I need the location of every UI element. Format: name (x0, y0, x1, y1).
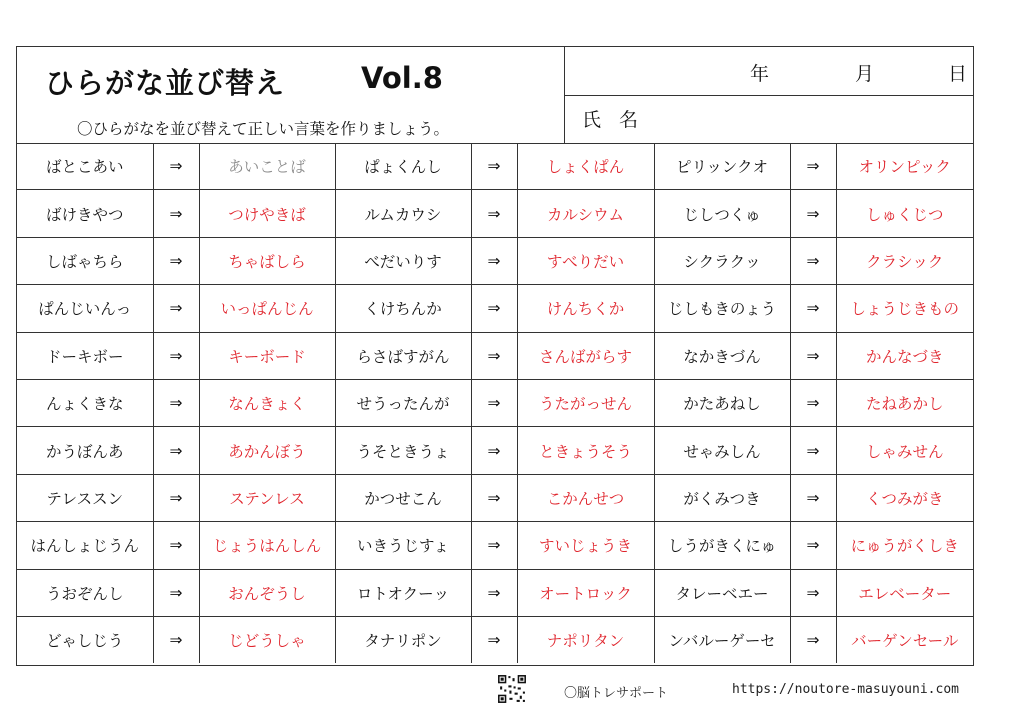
answer-word: さんばがらす (517, 332, 654, 379)
scrambled-word: ロトオクーッ (335, 569, 471, 616)
footer-url[interactable]: https://noutore-masuyouni.com (732, 682, 959, 697)
answer-word: ときょうそう (517, 427, 654, 474)
answer-word: ステンレス (199, 474, 335, 521)
arrow-icon: ⇒ (471, 616, 517, 663)
answer-word: オリンピック (836, 143, 973, 190)
answer-word: じどうしゃ (199, 616, 335, 663)
scrambled-word: ンバルーゲーセ (654, 616, 790, 663)
scrambled-word: シクラクッ (654, 237, 790, 284)
scrambled-word: どゃしじう (17, 616, 153, 663)
answer-word: すべりだい (517, 237, 654, 284)
scrambled-word: ぱょくんし (335, 143, 471, 190)
arrow-icon: ⇒ (471, 332, 517, 379)
answer-word: しゅくじつ (836, 190, 973, 237)
scrambled-word: くけちんか (335, 285, 471, 332)
arrow-icon: ⇒ (153, 143, 199, 190)
volume-label: Vol.8 (361, 61, 443, 95)
table-row (17, 332, 973, 379)
answer-word: カルシウム (517, 190, 654, 237)
scrambled-word: かつせこん (335, 474, 471, 521)
answer-word: オートロック (517, 569, 654, 616)
arrow-icon: ⇒ (790, 616, 836, 663)
table-row (17, 379, 973, 426)
scrambled-word: ぱんじいんっ (17, 285, 153, 332)
scrambled-word: なかきづん (654, 332, 790, 379)
answer-word: クラシック (836, 237, 973, 284)
answer-word: ナポリタン (517, 616, 654, 663)
scrambled-word: かたあねし (654, 379, 790, 426)
scrambled-word: テレススン (17, 474, 153, 521)
arrow-icon: ⇒ (790, 143, 836, 190)
arrow-icon: ⇒ (153, 474, 199, 521)
answer-word: いっぱんじん (199, 285, 335, 332)
answer-word: うたがっせん (517, 379, 654, 426)
answer-word: くつみがき (836, 474, 973, 521)
arrow-icon: ⇒ (471, 190, 517, 237)
footer-brand: 〇脳トレサポート (564, 686, 669, 701)
scrambled-word: タレーベエー (654, 569, 790, 616)
scrambled-word: らさばすがん (335, 332, 471, 379)
scrambled-word: はんしょじうん (17, 522, 153, 569)
answer-word: しょうじきもの (836, 285, 973, 332)
scrambled-word: かうぼんあ (17, 427, 153, 474)
table-row (17, 522, 973, 569)
scrambled-word: うおぞんし (17, 569, 153, 616)
arrow-icon: ⇒ (790, 237, 836, 284)
table-row (17, 285, 973, 332)
table-row (17, 427, 973, 474)
arrow-icon: ⇒ (790, 379, 836, 426)
table-row (17, 474, 973, 521)
scrambled-word: がくみつき (654, 474, 790, 521)
arrow-icon: ⇒ (471, 474, 517, 521)
scrambled-word: しばゃちら (17, 237, 153, 284)
arrow-icon: ⇒ (790, 474, 836, 521)
arrow-icon: ⇒ (471, 237, 517, 284)
title-box (17, 47, 565, 143)
arrow-icon: ⇒ (790, 190, 836, 237)
answer-word: おんぞうし (199, 569, 335, 616)
arrow-icon: ⇒ (790, 285, 836, 332)
scrambled-word: べだいりす (335, 237, 471, 284)
answer-word: じょうはんしん (199, 522, 335, 569)
scrambled-word: ルムカウシ (335, 190, 471, 237)
instruction-text: 〇ひらがなを並び替えて正しい言葉を作りましょう。 (77, 120, 450, 138)
puzzle-table (17, 143, 973, 663)
name-label: 氏 名 (582, 109, 645, 131)
table-row (17, 616, 973, 663)
arrow-icon: ⇒ (471, 569, 517, 616)
arrow-icon: ⇒ (471, 285, 517, 332)
arrow-icon: ⇒ (153, 379, 199, 426)
arrow-icon: ⇒ (471, 522, 517, 569)
arrow-icon: ⇒ (471, 143, 517, 190)
page-title: ひらがな並び替え (45, 66, 286, 100)
scrambled-word: せゃみしん (654, 427, 790, 474)
arrow-icon: ⇒ (153, 569, 199, 616)
answer-word: すいじょうき (517, 522, 654, 569)
arrow-icon: ⇒ (153, 285, 199, 332)
worksheet-header (17, 47, 973, 144)
scrambled-word: いきうじすょ (335, 522, 471, 569)
answer-word: こかんせつ (517, 474, 654, 521)
answer-word: にゅうがくしき (836, 522, 973, 569)
answer-word: けんちくか (517, 285, 654, 332)
date-month-label: 月 (855, 63, 875, 85)
arrow-icon: ⇒ (471, 379, 517, 426)
arrow-icon: ⇒ (790, 332, 836, 379)
table-row (17, 569, 973, 616)
answer-word: つけやきば (199, 190, 335, 237)
qr-code-icon (497, 674, 527, 704)
answer-word: バーゲンセール (836, 616, 973, 663)
answer-word: たねあかし (836, 379, 973, 426)
arrow-icon: ⇒ (790, 522, 836, 569)
scrambled-word: じしもきのょう (654, 285, 790, 332)
arrow-icon: ⇒ (153, 332, 199, 379)
scrambled-word: ドーキボー (17, 332, 153, 379)
arrow-icon: ⇒ (153, 522, 199, 569)
scrambled-word: タナリポン (335, 616, 471, 663)
answer-word: あかんぼう (199, 427, 335, 474)
scrambled-word: ばけきやつ (17, 190, 153, 237)
scrambled-word: うそときうょ (335, 427, 471, 474)
scrambled-word: せうったんが (335, 379, 471, 426)
arrow-icon: ⇒ (790, 427, 836, 474)
scrambled-word: んょくきな (17, 379, 153, 426)
worksheet (16, 46, 974, 666)
arrow-icon: ⇒ (153, 616, 199, 663)
arrow-icon: ⇒ (153, 237, 199, 284)
scrambled-word: ばとこあい (17, 143, 153, 190)
answer-word: しゃみせん (836, 427, 973, 474)
arrow-icon: ⇒ (153, 190, 199, 237)
answer-word: ちゃばしら (199, 237, 335, 284)
answer-word: かんなづき (836, 332, 973, 379)
answer-word: なんきょく (199, 379, 335, 426)
example-answer: あいことば (199, 143, 335, 190)
answer-word: しょくぱん (517, 143, 654, 190)
date-field (564, 47, 973, 96)
footer (0, 674, 1024, 714)
scrambled-word: ピリッンクオ (654, 143, 790, 190)
table-row (17, 237, 973, 284)
scrambled-word: しうがきくにゅ (654, 522, 790, 569)
answer-word: エレベーター (836, 569, 973, 616)
scrambled-word: じしつくゅ (654, 190, 790, 237)
date-day-label: 日 (948, 63, 968, 85)
arrow-icon: ⇒ (471, 427, 517, 474)
answer-word: キーボード (199, 332, 335, 379)
arrow-icon: ⇒ (790, 569, 836, 616)
table-row (17, 190, 973, 237)
arrow-icon: ⇒ (153, 427, 199, 474)
date-year-label: 年 (750, 63, 770, 85)
table-row (17, 143, 973, 190)
